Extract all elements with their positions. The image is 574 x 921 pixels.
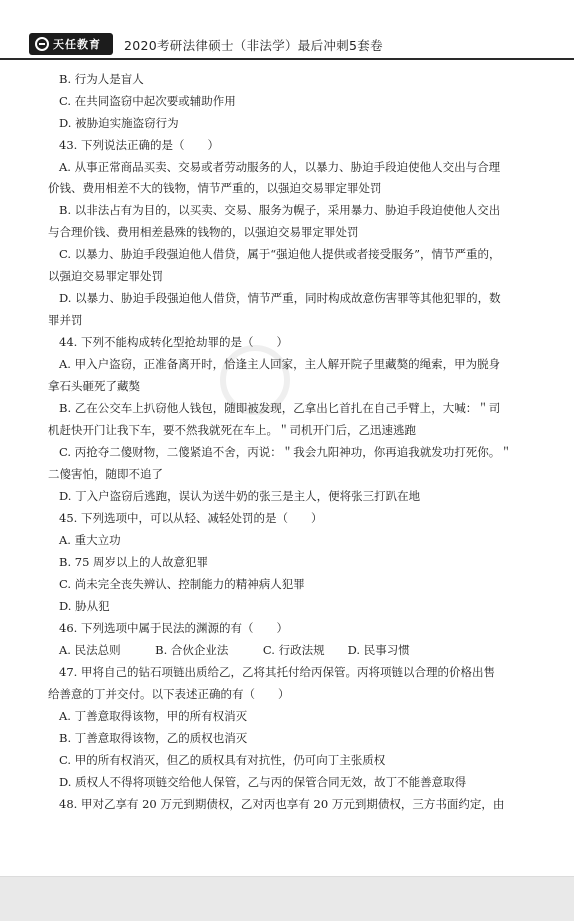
- text-line: 43. 下列说法正确的是（ ）: [59, 138, 219, 152]
- text-line: 48. 甲对乙享有 20 万元到期债权，乙对丙也享有 20 万元到期债权，三方书面约定，由: [59, 797, 505, 811]
- text-line: A. 从事正常商品买卖、交易或者劳动服务的人，以暴力、胁迫手段迫使他人交出与合理: [59, 160, 501, 174]
- text-line: A. 民法总则 B. 合伙企业法 C. 行政法规 D. 民事习惯: [59, 643, 410, 657]
- text-line: 罪并罚: [48, 313, 83, 327]
- brand-logo: [29, 33, 113, 55]
- text-line: B. 丁善意取得该物，乙的质权也消灭: [59, 731, 248, 745]
- logo-text: 天任教育: [53, 38, 101, 51]
- text-line: B. 75 周岁以上的人故意犯罪: [59, 555, 209, 569]
- text-line: 机赶快开门让我下车，要不然我就死在车上。＂司机开门后，乙迅速逃跑: [48, 423, 416, 437]
- text-line: 与合理价钱、费用相差悬殊的钱物的，以强迫交易罪定罪处罚: [48, 225, 359, 239]
- text-line: 47. 甲将自己的钻石项链出质给乙，乙将其托付给丙保管。丙将项链以合理的价格出售: [59, 665, 495, 679]
- page-header: [0, 0, 574, 62]
- text-line: 45. 下列选项中，可以从轻、减轻处罚的是（ ）: [59, 511, 323, 525]
- text-line: C. 以暴力、胁迫手段强迫他人借贷，属于“强迫他人提供或者接受服务”，情节严重的，: [59, 247, 501, 261]
- text-line: 给善意的丁并交付。以下表述正确的有（ ）: [48, 687, 290, 701]
- text-line: D. 质权人不得将项链交给他人保管，乙与丙的保管合同无效，故丁不能善意取得: [59, 775, 467, 789]
- text-line: C. 丙抢夺二傻财物，二傻紧追不舍，丙说：＂我会九阳神功，你再追我就发功打死你。＂: [59, 445, 512, 459]
- text-line: D. 以暴力、胁迫手段强迫他人借贷，情节严重，同时构成故意伤害罪等其他犯罪的，数: [59, 291, 501, 305]
- text-line: C. 在共同盗窃中起次要或辅助作用: [59, 94, 236, 108]
- text-line: D. 胁从犯: [59, 599, 110, 613]
- document-title: 2020考研法律硕士（非法学）最后冲刺5套卷: [124, 38, 383, 53]
- bottom-bar: [0, 876, 574, 921]
- text-line: A. 丁善意取得该物，甲的所有权消灭: [59, 709, 248, 723]
- text-line: C. 尚未完全丧失辨认、控制能力的精神病人犯罪: [59, 577, 305, 591]
- text-line: 拿石头砸死了藏獒: [48, 379, 140, 393]
- text-line: 价钱、费用相差不大的钱物，情节严重的，以强迫交易罪定罪处罚: [48, 181, 382, 195]
- text-line: B. 行为人是盲人: [59, 72, 144, 86]
- text-line: A. 甲入户盗窃，正准备离开时，恰逢主人回家，主人解开院子里藏獒的绳索，甲为脱身: [59, 357, 501, 371]
- text-line: D. 被胁迫实施盗窃行为: [59, 116, 179, 130]
- text-line: 46. 下列选项中属于民法的渊源的有（ ）: [59, 621, 288, 635]
- text-line: C. 甲的所有权消灭，但乙的质权具有对抗性，仍可向丁主张质权: [59, 753, 386, 767]
- text-line: 44. 下列不能构成转化型抢劫罪的是（ ）: [59, 335, 288, 349]
- text-line: 二傻害怕，随即不追了: [48, 467, 163, 481]
- logo-emblem-icon: [35, 37, 49, 51]
- text-line: A. 重大立功: [59, 533, 121, 547]
- text-line: D. 丁入户盗窃后逃跑，误认为送牛奶的张三是主人，便将张三打趴在地: [59, 489, 421, 503]
- text-line: 以强迫交易罪定罪处罚: [48, 269, 163, 283]
- text-line: B. 乙在公交车上扒窃他人钱包，随即被发现，乙拿出匕首扎在自己手臂上，大喊：＂司: [59, 401, 501, 415]
- header-divider: [0, 58, 574, 60]
- text-line: B. 以非法占有为目的，以买卖、交易、服务为幌子，采用暴力、胁迫手段迫使他人交出: [59, 203, 501, 217]
